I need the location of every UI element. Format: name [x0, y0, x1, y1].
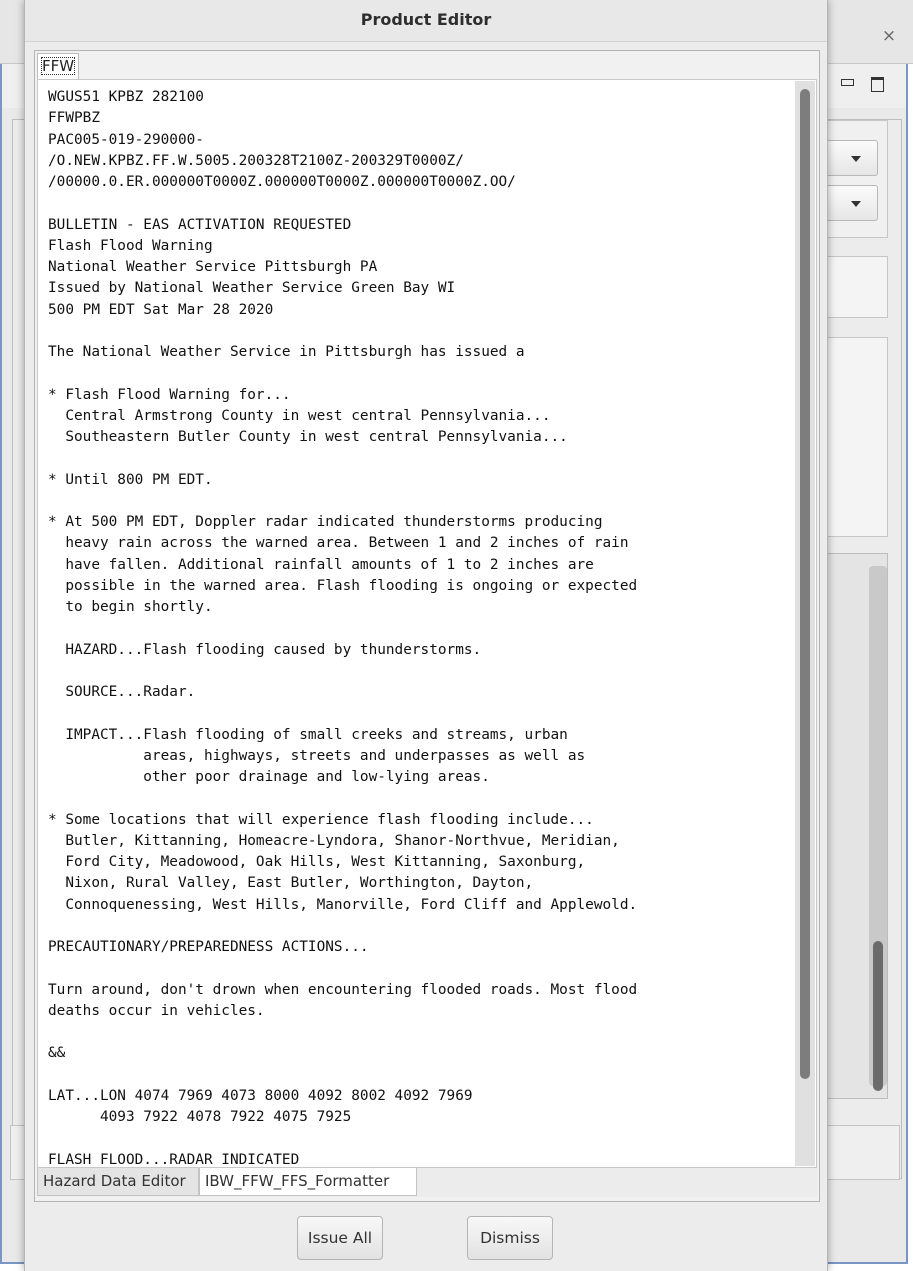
dialog-title: Product Editor: [25, 0, 827, 42]
text-scrollbar[interactable]: [795, 81, 815, 1166]
product-text[interactable]: WGUS51 KPBZ 282100 FFWPBZ PAC005-019-290000- /O.NEW.KPBZ.FF.W.5005.200328T2100Z-200329T0000Z/ /00000.0.ER.000000T0000Z.000000T0000Z.000000T0000Z.OO/ BULLETIN - EAS ACTIVATION REQUESTED Flash Flood Warning National Weather Service Pittsburgh PA Issued by National Weather Service Green Bay WI 500 PM EDT Sat Mar 28 2020 The National Weather Service in Pittsburgh has issued a * Flash Flood Warning for... Central Armstrong County in west central Pennsylvania... Southeastern Butler County in west central Pennsylvania... * Until 800 PM EDT. * At 500 PM EDT, Doppler radar indicated thunderstorms producing heavy rain across the warned area. Between 1 and 2 inches of rain have fallen. Additional rainfall amounts of 1 to 2 inches are possible in the warned area. Flash flooding is ongoing or expected to begin shortly. HAZARD...Flash flooding caused by thunderstorms. SOURCE...Radar. IMPACT...Flash flooding of small creeks and streams, urban areas, highways, streets and underpasses as well as other poor drainage and low-lying areas. * Some locations that will experience flash flooding include... Butler, Kittanning, Homeacre-Lyndora, Shanor-Northvue, Meridian, Ford City, Meadowood, Oak Hills, West Kittanning, Saxonburg, Nixon, Rural Valley, East Butler, Worthington, Dayton, Connoquenessing, West Hills, Manorville, Ford Cliff and Applewold. PRECAUTIONARY/PREPAREDNESS ACTIONS... Turn around, don't drown when encountering flooded roads. Most flood deaths occur in vehicles. && LAT...LON 4074 7969 4073 8000 4092 8002 4092 7969 4093 7922 4078 7922 4075 7925 FLASH FLOOD...RADAR INDICATED: [48, 89, 638, 1168]
maximize-icon[interactable]: [870, 76, 884, 90]
product-tab-pane: [34, 50, 820, 1202]
text-scrollbar-thumb[interactable]: [800, 89, 810, 1079]
background-scrollbar-thumb[interactable]: [873, 941, 883, 1091]
close-icon[interactable]: ×: [881, 26, 897, 46]
tab-ffw[interactable]: [37, 53, 79, 79]
background-scrollbar[interactable]: [869, 566, 887, 1086]
tab-hazard-data-editor[interactable]: Hazard Data Editor: [37, 1168, 199, 1196]
product-text-area[interactable]: [37, 79, 817, 1168]
issue-all-button[interactable]: Issue All: [297, 1216, 383, 1260]
tab-ffw-label: FFW: [42, 57, 75, 75]
dismiss-button[interactable]: Dismiss: [467, 1216, 553, 1260]
tab-ibw-ffw-ffs-formatter[interactable]: IBW_FFW_FFS_Formatter: [199, 1168, 417, 1196]
bottom-tab-bar: [37, 1168, 817, 1197]
product-editor-dialog: [24, 0, 828, 1271]
minimize-icon[interactable]: [840, 76, 854, 90]
